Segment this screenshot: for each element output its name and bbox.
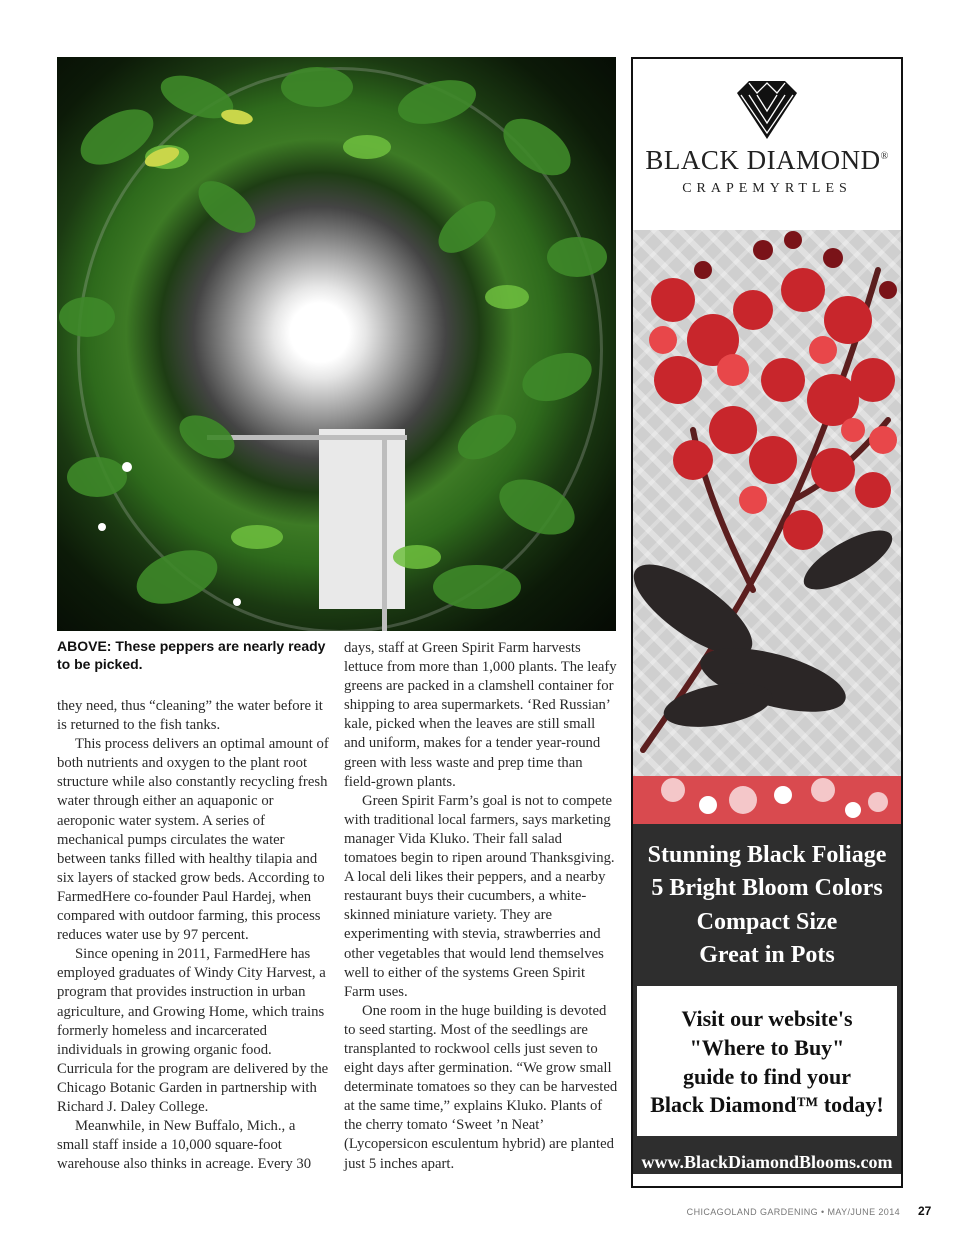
page-number: 27 [918,1204,932,1218]
diamond-logo-icon [633,79,901,146]
photo-caption: ABOVE: These peppers are nearly ready to be picked. [57,638,326,672]
pepper-photo [57,57,616,631]
cta-line: Visit our website's [681,1006,853,1031]
cta-line: "Where to Buy" [689,1035,845,1060]
paragraph: This process delivers an optimal amount of both nutrients and oxygen to the plant root structure while also constantly recycling fresh water through either an aquaponic or aeroponic water system. A series of mechanical pumps circulates the water between tanks filled with healthy tilapia and six layers of stacked grow beds. According to FarmedHere co-founder Paul Hardej, when compared with outdoor farming, this process reduces water use by 97 percent. [57,736,329,944]
cta-line: guide to find your [682,1064,852,1089]
cta-line: Black Diamond™ today! [650,1092,884,1117]
article-column-2 [344,639,618,1174]
paragraph: Since opening in 2011, FarmedHere has employed graduates of Windy City Harvest, a program that provides instruction in urban agriculture, and Growing Home, which trains formerly homeless and incarcerated individuals in growing organic food. Curricula for the program are delivered by the Chicago Botanic Garden in partnership with Richard J. Daley College. [57,946,329,1115]
foliage-overlay [57,57,616,631]
brand-subtitle: CRAPEMYRTLES [682,181,852,196]
paragraph: days, staff at Green Spirit Farm harvests lettuce from more than 1,000 plants. The leafy greens are packed in a clamshell container for shipping to area supermarkets. ‘Red Russian’ kale, picked when the leaves are still small and uniform, makes for a tender year-round green with less waste and prep time than field-grown plants. [344,640,617,790]
paragraph: Meanwhile, in New Buffalo, Mich., a small staff inside a 10,000 square-foot warehouse also thinks in acreage. Every 30 [57,1118,312,1173]
article-column-1 [57,697,330,1174]
flower-branch-art [633,230,901,824]
crapemyrtle-illustration [633,230,901,824]
where-to-buy-box [637,986,897,1136]
paragraph: Green Spirit Farm’s goal is not to compete with traditional local farmers, says marketing manager Vida Kluko. Their fall salad tomatoes begin to ripen around Thanksgiving. A local deli likes their peppers, and a nearby restaurant buys their cucumbers, a white-skinned miniature variety. They are experimenting with stevia, strawberries and other vegetables that would lend themselves well to either of the systems Green Spirit Farm uses. [344,792,615,1000]
paragraph: they need, thus “cleaning” the water before it is returned to the fish tanks. [57,698,323,734]
website-link[interactable]: www.BlackDiamondBlooms.com [641,1152,893,1172]
tagline-pots: Great in Pots [699,942,835,968]
magazine-folio: CHICAGOLAND GARDENING • MAY/JUNE 2014 [686,1207,900,1217]
paragraph: (Lycopersicon esculentum hybrid) are planted just 5 inches apart. [344,1136,614,1172]
registered-mark: ® [880,151,889,162]
tagline-foliage: Stunning Black Foliage [647,842,887,868]
tagline-colors: 5 Bright Bloom Colors [651,875,883,901]
brand-name: BLACK DIAMOND® [645,145,889,175]
paragraph: One room in the huge building is devoted to seed starting. Most of the seedlings are transplanted to rockwool cells just seven to eight days after germination. “We grow small determinate tomatoes so they can be harvested at the same time,” explains Kluko. Plants of the cherry tomato ‘Sweet ’n Neat’ [344,1002,618,1134]
tagline-size: Compact Size [696,909,838,935]
black-diamond-ad[interactable] [631,57,903,1188]
